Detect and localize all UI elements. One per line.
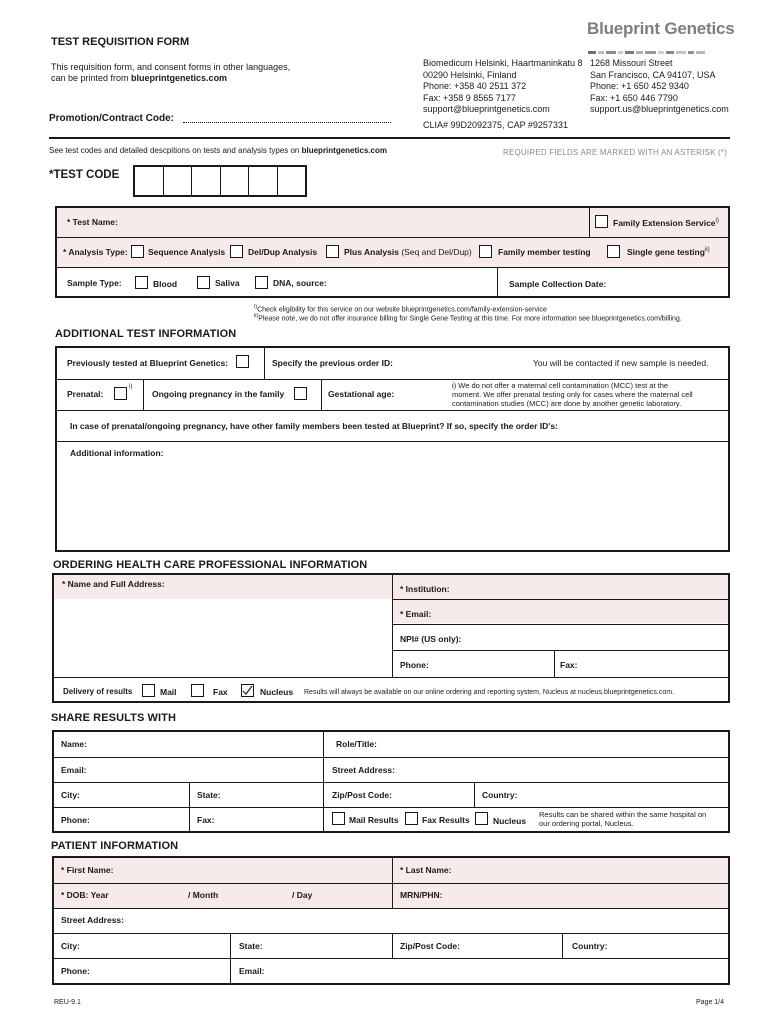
patient-phone-label: Phone:	[61, 966, 90, 976]
patient-street-label: Street Address:	[61, 915, 124, 925]
share-note-line: Results can be shared within the same hospital on	[539, 810, 707, 819]
delivery-mail-checkbox[interactable]	[142, 684, 155, 697]
test-code-boxes	[133, 165, 307, 197]
test-code-digit[interactable]	[164, 167, 193, 195]
eu-address	[423, 58, 583, 116]
family-extension-label	[613, 218, 719, 228]
patient-info-box	[52, 856, 730, 985]
name-address-field[interactable]	[58, 592, 386, 672]
footnote-ii	[254, 312, 682, 323]
mcc-note	[452, 381, 693, 408]
test-code-digit[interactable]	[221, 167, 250, 195]
gestational-age-label: Gestational age:	[328, 389, 395, 399]
col-divider	[562, 933, 563, 958]
clia-cap: CLIA# 99D2092375, CAP #9257331	[423, 120, 568, 130]
row-divider	[54, 677, 728, 678]
analysis-type-label: * Analysis Type:	[63, 247, 128, 257]
us-phone: Phone: +1 650 452 9340	[590, 81, 689, 91]
test-code-label: *TEST CODE	[49, 169, 120, 181]
plus-analysis-checkbox[interactable]	[326, 245, 339, 258]
sequence-analysis-label: Sequence Analysis	[148, 247, 226, 257]
row-divider	[57, 441, 728, 442]
ongoing-pregnancy-checkbox[interactable]	[294, 387, 307, 400]
footnote-marker: ii)	[254, 313, 259, 319]
prev-tested-checkbox[interactable]	[236, 355, 249, 368]
share-note	[539, 810, 706, 828]
row-divider	[57, 237, 728, 238]
share-zip-label: Zip/Post Code:	[332, 790, 392, 800]
test-codes-info-text: See test codes and detailed descpitions on tests and analysis types on	[49, 146, 302, 155]
us-fax: Fax: +1 650 446 7790	[590, 92, 678, 103]
col-divider	[321, 379, 322, 410]
footnote-i-text: Check eligibility for this service on our website blueprintgenetics.com/family-extension-service	[257, 306, 547, 314]
row-divider	[54, 908, 728, 909]
share-nucleus-checkbox[interactable]	[475, 812, 488, 825]
hcp-email-label: * Email:	[400, 609, 432, 619]
deldup-analysis-checkbox[interactable]	[230, 245, 243, 258]
promo-code-field[interactable]	[183, 122, 391, 123]
eu-fax: Fax: +358 9 8565 7177	[423, 92, 516, 103]
share-results-title: SHARE RESULTS WITH	[51, 712, 177, 724]
ordering-hcp-title: ORDERING HEALTH CARE PROFESSIONAL INFORMATION	[53, 559, 368, 571]
promo-code-label: Promotion/Contract Code:	[49, 113, 174, 124]
col-divider	[474, 782, 475, 807]
row-divider	[57, 379, 728, 380]
test-name-label: * Test Name:	[67, 217, 118, 227]
prenatal-checkbox[interactable]	[114, 387, 127, 400]
gestational-age-field[interactable]	[400, 380, 445, 406]
patient-email-label: Email:	[239, 966, 265, 976]
mail-results-checkbox[interactable]	[332, 812, 345, 825]
plus-analysis-label	[344, 247, 472, 257]
us-email: support.us@blueprintgenetics.com	[590, 104, 729, 114]
page-number: Page 1/4	[696, 999, 725, 1006]
last-name-label: * Last Name:	[400, 865, 452, 875]
name-address-label: * Name and Full Address:	[62, 579, 165, 589]
intro-prefix: can be printed from	[51, 73, 132, 83]
row-divider	[392, 599, 728, 600]
hcp-fax-label: Fax:	[560, 660, 578, 670]
footnote-marker: i)	[254, 304, 258, 310]
col-divider	[497, 268, 498, 296]
test-code-digit[interactable]	[278, 167, 306, 195]
col-divider	[392, 933, 393, 958]
prenatal-label: Prenatal:	[67, 389, 104, 399]
delivery-fax-label: Fax	[213, 687, 228, 697]
checkmark-icon	[242, 685, 253, 696]
prev-tested-label: Previously tested at Blueprint Genetics:	[67, 358, 229, 368]
patient-state-label: State:	[239, 941, 263, 951]
col-divider	[189, 782, 190, 831]
sample-type-label: Sample Type:	[67, 278, 122, 288]
fax-results-label: Fax Results	[422, 815, 470, 825]
single-gene-checkbox[interactable]	[607, 245, 620, 258]
share-state-label: State:	[197, 790, 221, 800]
family-extension-checkbox[interactable]	[595, 215, 608, 228]
col-divider	[230, 933, 231, 983]
footnote-ii-text: Please note, we do not offer insurance billing for Single Gene Testing at this time. For more information see blueprintgenetics.com/billing.	[258, 315, 682, 323]
delivery-fax-checkbox[interactable]	[191, 684, 204, 697]
col-divider	[143, 379, 144, 410]
prev-order-label: Specify the previous order ID:	[272, 358, 393, 368]
share-phone-label: Phone:	[61, 815, 90, 825]
eu-address-line: Biomedicum Helsinki, Haartmaninkatu 8	[423, 58, 583, 68]
delivery-nucleus-checkbox[interactable]	[241, 684, 254, 697]
share-fax-label: Fax:	[197, 815, 215, 825]
row-divider	[54, 757, 728, 758]
footnote-ref: ii)	[704, 247, 710, 254]
dob-day-label: / Day	[292, 890, 313, 900]
col-divider	[589, 208, 590, 237]
email-row-bg	[392, 599, 728, 623]
mcc-note-line: i) We do not offer a maternal cell contamination (MCC) test at the	[452, 381, 669, 390]
mcc-note-line: moment. We offer prenatal testing only for cases where the maternal cell	[452, 390, 693, 399]
first-name-label: * First Name:	[61, 865, 114, 875]
new-sample-note: You will be contacted if new sample is needed.	[533, 358, 709, 368]
test-code-digit[interactable]	[249, 167, 278, 195]
brand-logo-bar	[588, 41, 707, 59]
family-member-checkbox[interactable]	[479, 245, 492, 258]
share-note-line: our ordering portal, Nucleus.	[539, 819, 634, 828]
footnote-ref: i)	[715, 218, 719, 225]
ongoing-pregnancy-label: Ongoing pregnancy in the family	[152, 389, 285, 399]
intro-link[interactable]: blueprintgenetics.com	[131, 73, 228, 83]
blood-label: Blood	[153, 279, 178, 289]
npi-label: NPI# (US only):	[400, 634, 462, 644]
share-country-label: Country:	[482, 790, 518, 800]
fax-results-checkbox[interactable]	[405, 812, 418, 825]
row-divider	[392, 650, 728, 651]
additional-info-title: ADDITIONAL TEST INFORMATION	[55, 328, 237, 340]
plus-analysis-sub: (Seq and Del/Dup)	[401, 247, 472, 257]
row-divider	[54, 883, 728, 884]
share-street-label: Street Address:	[332, 765, 395, 775]
intro-text-line1: This requisition form, and consent forms in other languages,	[51, 62, 291, 72]
patient-info-title: PATIENT INFORMATION	[51, 840, 179, 852]
us-address	[590, 58, 729, 116]
share-name-label: Name:	[61, 739, 87, 749]
hcp-phone-label: Phone:	[400, 660, 429, 670]
col-divider	[264, 348, 265, 379]
share-city-label: City:	[61, 790, 80, 800]
family-member-label: Family member testing	[498, 247, 591, 257]
delivery-label: Delivery of results	[63, 687, 133, 696]
prenatal-footnote-ref: i)	[129, 384, 133, 390]
col-divider	[392, 858, 393, 908]
saliva-label: Saliva	[215, 278, 240, 288]
intro-text-line2	[51, 73, 227, 84]
saliva-checkbox[interactable]	[197, 276, 210, 289]
mail-results-label: Mail Results	[349, 815, 399, 825]
row-divider	[54, 958, 728, 959]
family-tested-label: In case of prenatal/ongoing pregnancy, have other family members been tested at Blueprint? If so, specify the order ID's:	[70, 421, 558, 431]
family-extension-text: Family Extension Service	[613, 218, 716, 228]
dob-year-label: * DOB: Year	[61, 890, 109, 900]
test-code-digit[interactable]	[192, 167, 221, 195]
form-title: TEST REQUISITION FORM	[51, 36, 190, 48]
test-codes-info	[49, 146, 387, 156]
eu-address-line: 00290 Helsinki, Finland	[423, 69, 517, 80]
col-divider	[554, 650, 555, 677]
dna-checkbox[interactable]	[255, 276, 268, 289]
col-divider	[323, 732, 324, 831]
dna-source-label: DNA, source:	[273, 278, 327, 288]
additional-info-label: Additional information:	[70, 448, 164, 458]
row-divider	[54, 782, 728, 783]
blood-checkbox[interactable]	[135, 276, 148, 289]
row-divider	[54, 933, 728, 934]
required-fields-note: REQUIRED FIELDS ARE MARKED WITH AN ASTERISK (*)	[503, 148, 728, 157]
col-divider	[392, 575, 393, 677]
header-divider	[49, 137, 730, 139]
share-nucleus-label: Nucleus	[493, 816, 527, 826]
single-gene-label	[627, 247, 710, 257]
test-codes-link[interactable]: blueprintgenetics.com	[301, 146, 387, 155]
patient-city-label: City:	[61, 941, 80, 951]
us-address-line: San Francisco, CA 94107, USA	[590, 69, 716, 80]
mcc-note-line: contamination studies (MCC) are done by another genetic laboratory.	[452, 399, 682, 408]
mrn-label: MRN/PHN:	[400, 890, 443, 900]
row-divider	[54, 807, 728, 808]
single-gene-text: Single gene testing	[627, 247, 705, 257]
dob-month-label: / Month	[188, 890, 219, 900]
eu-email: support@blueprintgenetics.com	[423, 104, 550, 114]
plus-analysis-text: Plus Analysis	[344, 247, 399, 257]
collection-date-label: Sample Collection Date:	[509, 279, 607, 289]
deldup-analysis-label: Del/Dup Analysis	[248, 247, 318, 257]
us-address-line: 1268 Missouri Street	[590, 58, 673, 68]
row-divider	[57, 410, 728, 411]
institution-label: * Institution:	[400, 584, 450, 594]
prev-order-field[interactable]	[400, 350, 525, 375]
row-divider	[392, 624, 728, 625]
delivery-note: Results will always be available on our online ordering and reporting system, Nucleus at nucleus.blueprintgenetics.com.	[304, 689, 675, 696]
row-divider	[57, 267, 728, 268]
patient-country-label: Country:	[572, 941, 608, 951]
share-email-label: Email:	[61, 765, 87, 775]
sequence-analysis-checkbox[interactable]	[131, 245, 144, 258]
delivery-mail-label: Mail	[160, 687, 177, 697]
eu-phone: Phone: +358 40 2511 372	[423, 81, 527, 91]
delivery-nucleus-label: Nucleus	[260, 687, 294, 697]
test-name-field[interactable]	[182, 208, 586, 235]
additional-info-textarea[interactable]	[60, 460, 725, 548]
form-code: REU-9.1	[54, 999, 81, 1006]
test-code-digit[interactable]	[135, 167, 164, 195]
share-role-label: Role/Title:	[336, 739, 377, 749]
patient-zip-label: Zip/Post Code:	[400, 941, 460, 951]
brand-logo: Blueprint Genetics	[587, 19, 735, 38]
